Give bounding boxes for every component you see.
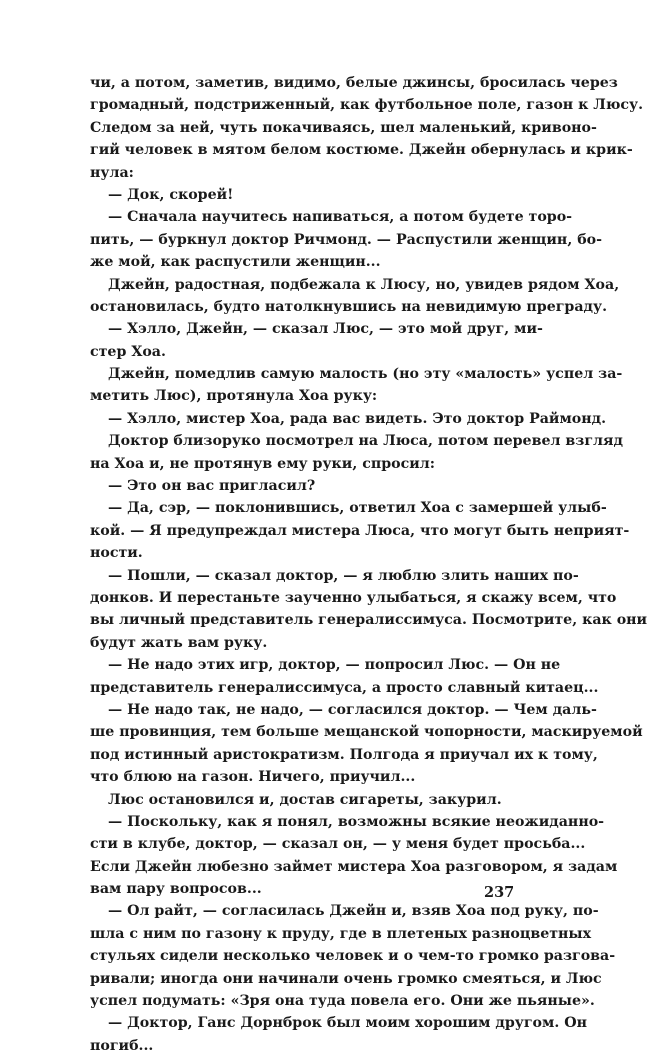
text-line: на Хоа и, не протянув ему руки, спросил: <box>90 455 436 472</box>
text-line: — Не надо так, не надо, — согласился доктор. — Чем даль- <box>108 701 597 718</box>
text-line: — Доктор, Ганс Дорнброк был моим хорошим другом. Он <box>108 1015 587 1032</box>
text-line: шла с ним по газону к пруду, где в плетеных разноцветных <box>90 925 592 942</box>
text-line: же мой, как распустили женщин... <box>90 254 381 271</box>
text-line: — Док, скорей! <box>108 186 234 203</box>
text-line: ше провинция, тем больше мещанской чопорности, маскируемой <box>90 724 643 741</box>
text-line: будут жать вам руку. <box>90 634 268 651</box>
text-line: громадный, подстриженный, как футбольное поле, газон к Люсу. <box>90 97 644 114</box>
text-line: ности. <box>90 545 143 562</box>
text-line: стульях сидели несколько человек и о чем-то громко разгова- <box>90 948 616 965</box>
text-line: — Не надо этих игр, доктор, — попросил Люс. — Он не <box>108 657 561 674</box>
text-line: — Это он вас пригласил? <box>108 478 316 495</box>
text-line: Джейн, радостная, подбежала к Люсу, но, увидев рядом Хоа, <box>108 276 620 293</box>
text-line: Джейн, помедлив самую малость (но эту «малость» успел за- <box>108 366 623 383</box>
text-line: пить, — буркнул доктор Ричмонд. — Распустили женщин, бо- <box>90 231 603 248</box>
text-line: вы личный представитель генералиссимуса. Посмотрите, как они <box>90 612 647 629</box>
text-line: стер Хоа. <box>90 343 166 360</box>
text-line: вам пару вопросов... <box>90 881 262 898</box>
text-line: Следом за ней, чуть покачиваясь, шел маленький, кривоно- <box>90 119 597 136</box>
text-line: — Да, сэр, — поклонившись, ответил Хоа с замершей улыб- <box>108 500 607 517</box>
text-line: Если Джейн любезно займет мистера Хоа разговором, я задам <box>90 858 618 875</box>
text-line: — Хэлло, Джейн, — сказал Люс, — это мой друг, ми- <box>108 321 543 338</box>
text-line: представитель генералиссимуса, а просто славный китаец... <box>90 679 599 696</box>
text-line: — Хэлло, мистер Хоа, рада вас видеть. Это доктор Раймонд. <box>108 410 607 427</box>
text-line: ривали; иногда они начинали очень громко смеяться, и Люс <box>90 970 602 987</box>
text-line: чи, а потом, заметив, видимо, белые джинсы, бросилась через <box>90 75 618 91</box>
text-line: что блюю на газон. Ничего, приучил... <box>90 769 416 786</box>
text-line: — Пошли, — сказал доктор, — я люблю злить наших по- <box>108 567 579 584</box>
text-line: донков. И перестаньте заученно улыбаться, я скажу всем, что <box>90 589 617 606</box>
book-page-text <box>90 72 647 1057</box>
text-line: остановилась, будто натолкнувшись на невидимую преграду. <box>90 298 608 315</box>
text-line: Люс остановился и, достав сигареты, закурил. <box>108 791 502 808</box>
text-line: сти в клубе, доктор, — сказал он, — у меня будет просьба... <box>90 836 586 853</box>
text-line: метить Люс), протянула Хоа руку: <box>90 388 378 405</box>
page-number: 237 <box>484 884 515 901</box>
text-line: гий человек в мятом белом костюме. Джейн обернулась и крик- <box>90 142 633 159</box>
text-line: кой. — Я предупреждал мистера Люса, что могут быть неприят- <box>90 522 630 539</box>
text-line: — Сначала научитесь напиваться, а потом будете торо- <box>108 209 573 226</box>
text-line: погиб... <box>90 1037 154 1054</box>
text-line: Доктор близоруко посмотрел на Люса, потом перевел взгляд <box>108 433 623 450</box>
text-line: успел подумать: «Зря она туда повела его. Они же пьяные». <box>90 993 595 1010</box>
text-line: — Поскольку, как я понял, возможны всякие неожиданно- <box>108 813 605 830</box>
text-line: под истинный аристократизм. Полгода я приучал их к тому, <box>90 746 598 763</box>
text-line: нула: <box>90 164 134 181</box>
text-line: — Ол райт, — согласилась Джейн и, взяв Хоа под руку, по- <box>108 903 599 920</box>
